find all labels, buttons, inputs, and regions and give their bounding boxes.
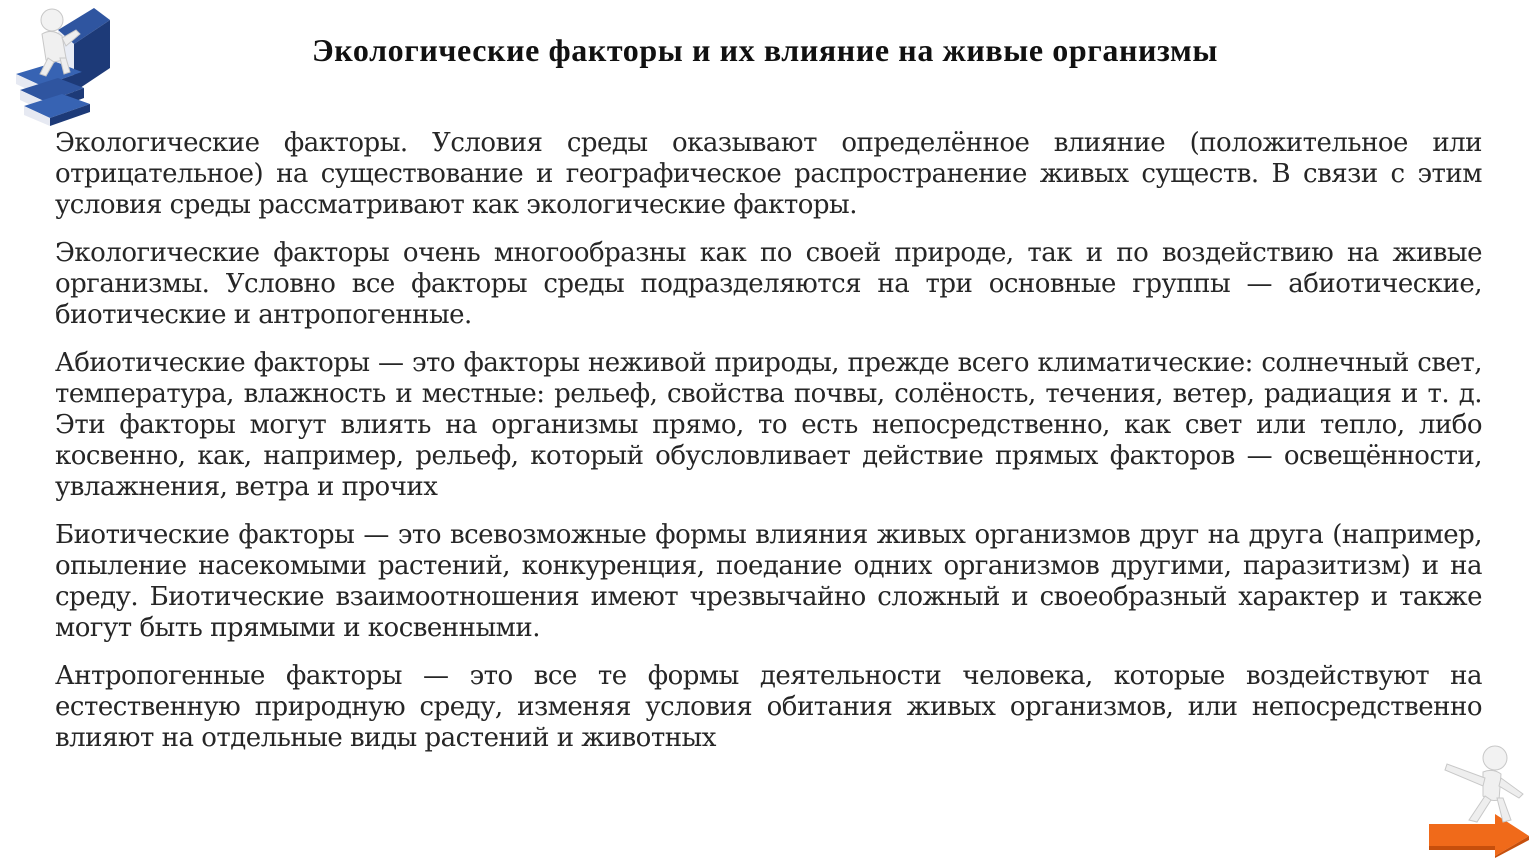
slide-body	[55, 128, 1482, 771]
paragraph-abiotic-factors: Абиотические факторы — это факторы неживой природы, прежде всего климатические: солнечный свет, температура, влажность и местные: рельеф, свойства почвы, солёность, течения, ветер, радиация и т. д. Эти факторы могут влиять на организмы прямо, то есть непосредственно, как свет или тепло, либо косвенно, как, например, рельеф, который обусловливает действие прямых факторов — освещённости, увлажнения, ветра и прочих	[55, 348, 1482, 502]
figure-head	[1483, 746, 1507, 770]
figure-leg	[1469, 796, 1491, 822]
person-on-books-clipart	[10, 0, 120, 128]
figure-head	[41, 9, 63, 31]
figure-body	[42, 31, 66, 61]
person-on-arrow-clipart	[1425, 740, 1533, 858]
figure-arm	[1499, 778, 1523, 798]
paragraph-ecological-factors: Экологические факторы. Условия среды оказывают определённое влияние (положительное или отрицательное) на существование и географическое распространение живых существ. В связи с этим условия среды рассматривают как экологические факторы.	[55, 128, 1482, 220]
figure-arm	[1445, 764, 1485, 786]
paragraph-anthropogenic-factors: Антропогенные факторы — это все те формы деятельности человека, которые воздействуют на естественную природную среду, изменяя условия обитания живых организмов, или непосредственно влияют на отдельные виды растений и животных	[55, 661, 1482, 753]
paragraph-biotic-factors: Биотические факторы — это всевозможные формы влияния живых организмов друг на друга (например, опыление насекомыми растений, конкуренция, поедание одних организмов другими, паразитизм) и на среду. Биотические взаимоотношения имеют чрезвычайно сложный и своеобразный характер и также могут быть прямыми и косвенными.	[55, 520, 1482, 643]
slide-title: Экологические факторы и их влияние на живые организмы	[311, 32, 1219, 68]
paragraph-factor-groups: Экологические факторы очень многообразны как по своей природе, так и по воздействию на живые организмы. Условно все факторы среды подразделяются на три основные группы — абиотические, биотические и антропогенные.	[55, 238, 1482, 330]
